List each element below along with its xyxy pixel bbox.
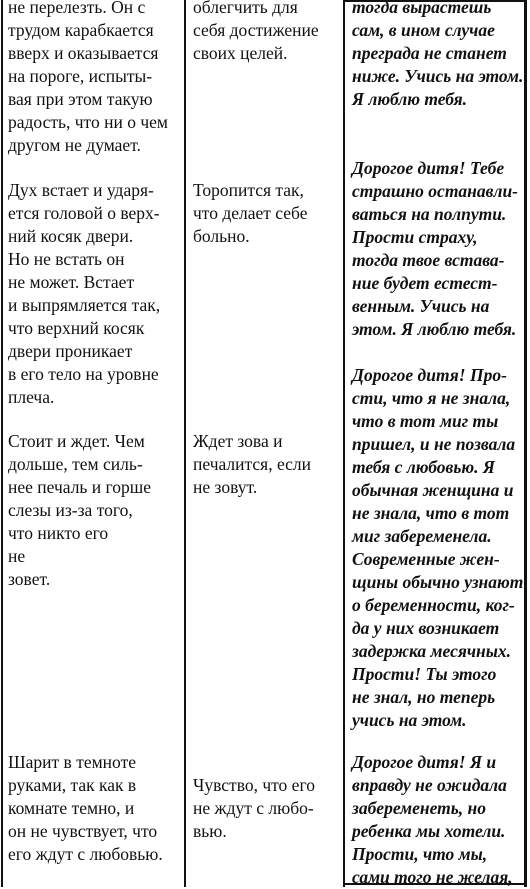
text-line: что в тот миг ты — [352, 411, 499, 431]
text-line: не зовут. — [193, 477, 258, 497]
text-line: Я люблю тебя. — [352, 89, 467, 109]
text-line: слезы из-за того, — [8, 500, 133, 520]
text-line: сти, что я не знала, — [352, 388, 511, 408]
table-divider-2 — [343, 0, 345, 887]
block-3-col1 — [8, 751, 163, 866]
text-line: учись на этом. — [352, 710, 467, 730]
text-line: не может. Встает — [8, 272, 135, 292]
text-line: щины обычно узнают — [352, 572, 524, 592]
text-line: трудом карабкается — [8, 20, 154, 40]
text-line: Дух встает и ударя- — [8, 180, 154, 200]
text-line: дольше, тем силь- — [8, 454, 143, 474]
text-line: Торопится так, — [193, 180, 304, 200]
text-line: сам, в ином случае — [352, 20, 495, 40]
text-line: не ждут с любо- — [193, 798, 314, 818]
text-line: Чувство, что его — [193, 775, 315, 795]
text-line: тогда твое встава- — [352, 250, 505, 270]
text-line: зовет. — [8, 569, 51, 589]
text-line: вая при этом такую — [8, 89, 153, 109]
block-0-col2 — [193, 0, 319, 65]
text-line: тогда вырастешь — [352, 0, 492, 17]
text-line: Дорогое дитя! Тебе — [352, 158, 505, 178]
text-line: радость, что ни о чем — [8, 112, 168, 132]
text-line: вверх и оказывается — [8, 43, 159, 63]
text-line: забеременеть, но — [352, 798, 486, 818]
block-3-col2 — [193, 774, 315, 843]
text-line: ний косяк двери. — [8, 226, 134, 246]
text-line: да у них возникает — [352, 618, 500, 638]
text-line: Прости! Ты этого — [352, 664, 497, 684]
text-line: своих целей. — [193, 43, 288, 63]
text-line: о беременности, ког- — [352, 595, 515, 615]
block-1-col1 — [8, 179, 160, 409]
table-border-right — [524, 0, 527, 887]
text-line: облегчить для — [193, 0, 298, 17]
text-line: плеча. — [8, 387, 55, 407]
block-2-col2 — [193, 430, 311, 499]
text-line: преграда не станет — [352, 43, 507, 63]
text-line: не перелезть. Он с — [8, 0, 146, 17]
text-line: не знал, но теперь — [352, 687, 496, 707]
block-0-col3 — [352, 0, 523, 111]
text-line: венным. Учись на — [352, 296, 490, 316]
text-line: и выпрямляется так, — [8, 295, 161, 315]
block-1-col2 — [193, 179, 308, 248]
text-line: он не чувствует, что — [8, 821, 158, 841]
text-line: не — [8, 546, 26, 566]
text-line: ребенка мы хотели. — [352, 821, 506, 841]
text-line: его ждут с любовью. — [8, 844, 163, 864]
text-line: Стоит и ждет. Чем — [8, 431, 145, 451]
text-line: больно. — [193, 226, 250, 246]
text-line: комнате темно, и — [8, 798, 135, 818]
table-border-left — [1, 0, 3, 887]
text-line: пришел, и не позвала — [352, 434, 516, 454]
text-line: этом. Я люблю тебя. — [352, 319, 517, 339]
text-line: Прости, что мы, — [352, 844, 488, 864]
text-line: не знала, что в тот — [352, 503, 510, 523]
text-line: что делает себе — [193, 203, 308, 223]
text-line: сами того не желая, — [352, 867, 513, 887]
text-line: нее печаль и горше — [8, 477, 152, 497]
text-line: Дорогое дитя! Про- — [352, 365, 507, 385]
text-line: задержка месячных. — [352, 641, 512, 661]
text-line: другом не думает. — [8, 135, 141, 155]
text-line: руками, так как в — [8, 775, 137, 795]
block-2-col1 — [8, 430, 151, 591]
text-line: миг забеременела. — [352, 526, 492, 546]
text-line: тебя с любовью. Я — [352, 457, 495, 477]
text-line: ется головой о верх- — [8, 203, 160, 223]
text-line: Но не встать он — [8, 249, 125, 269]
block-0-col1 — [8, 0, 168, 157]
text-line: Шарит в темноте — [8, 752, 136, 772]
text-line: ваться на полпути. — [352, 204, 507, 224]
text-line: себя достижение — [193, 20, 319, 40]
table-divider-1 — [184, 0, 186, 887]
text-line: что верхний косяк — [8, 318, 145, 338]
text-line: ние будет естест- — [352, 273, 498, 293]
text-line: Современные жен- — [352, 549, 500, 569]
text-line: вправду не ожидала — [352, 775, 507, 795]
text-line: вью. — [193, 821, 227, 841]
text-line — [352, 341, 523, 364]
text-line: страшно останавли- — [352, 181, 519, 201]
text-line: Ждет зова и — [193, 431, 283, 451]
text-line: Дорогое дитя! Я и — [352, 752, 497, 772]
text-line: обычная женщина и — [352, 480, 514, 500]
text-line: двери проникает — [8, 341, 133, 361]
text-line: ниже. Учись на этом. — [352, 66, 524, 86]
text-line: Прости страху, — [352, 227, 478, 247]
block-1-col3 — [352, 157, 523, 732]
text-line: что никто его — [8, 523, 109, 543]
text-line: на пороге, испыты- — [8, 66, 153, 86]
text-line: в его тело на уровне — [8, 364, 159, 384]
block-3-col3 — [352, 751, 513, 889]
text-line: печалится, если — [193, 454, 312, 474]
